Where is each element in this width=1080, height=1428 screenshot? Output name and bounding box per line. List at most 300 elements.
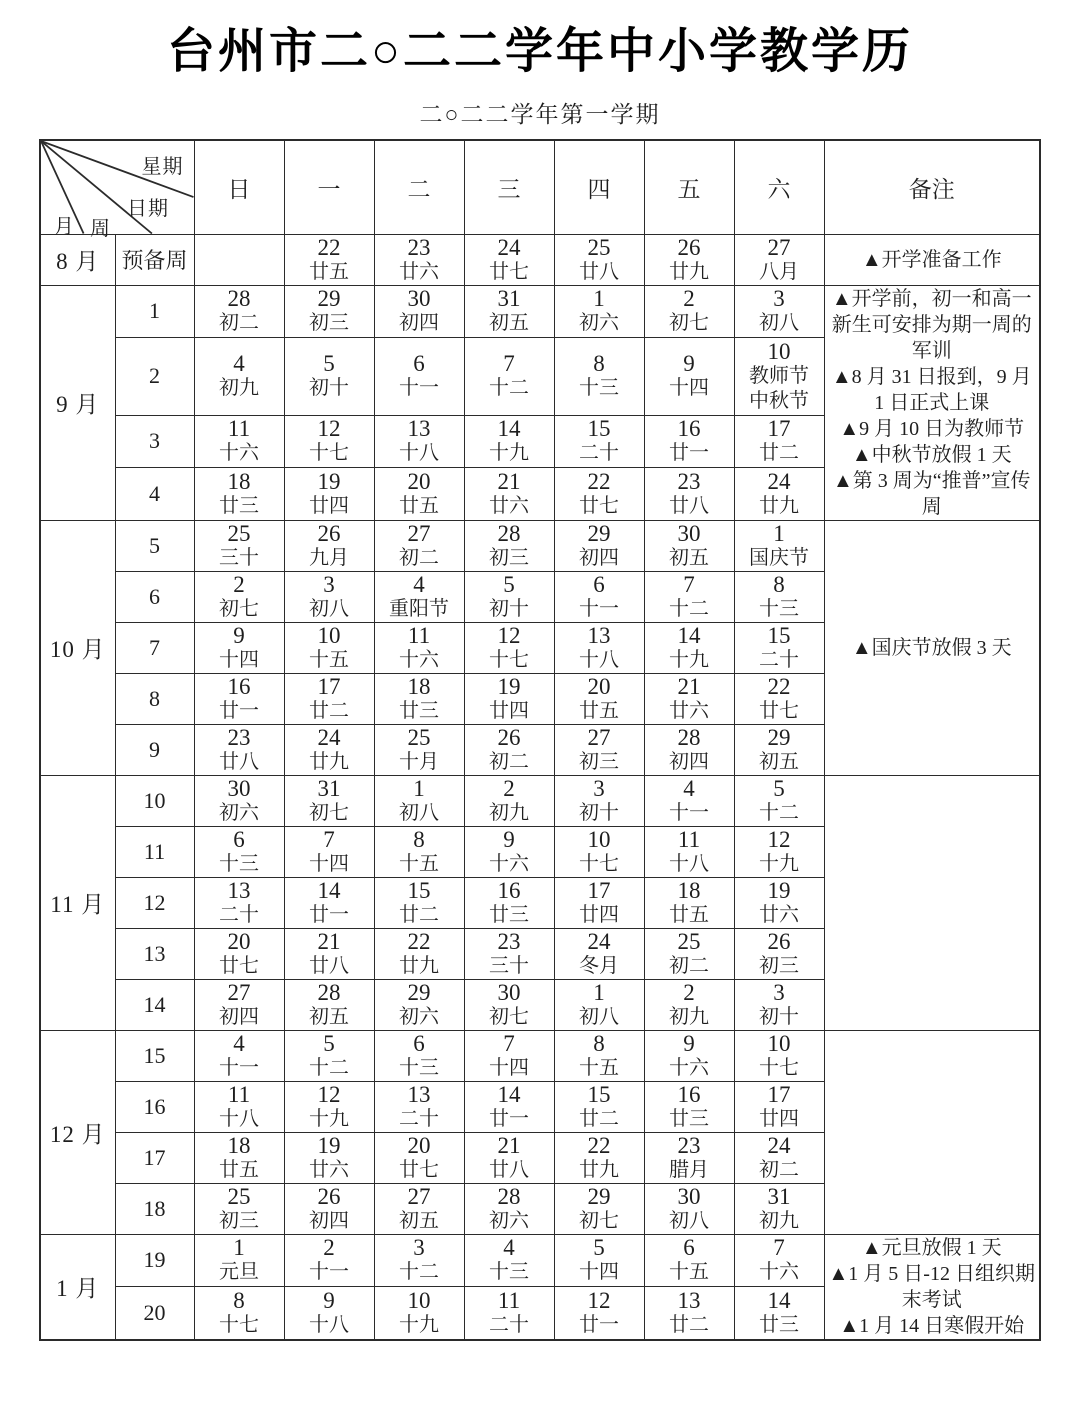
lunar-date: 十一 [579,597,619,620]
date-cell [374,1234,464,1286]
date-cell [464,877,554,928]
date-cell [464,1081,554,1132]
solar-date: 30 [407,286,431,312]
solar-date: 30 [227,775,251,801]
solar-date: 17 [317,673,341,699]
lunar-date: 三十 [489,954,529,977]
solar-date: 5 [593,1235,605,1261]
date-cell [464,1234,554,1286]
date-cell [644,234,734,285]
solar-date: 24 [587,928,611,954]
solar-date: 28 [497,1183,521,1209]
solar-date: 2 [683,286,695,312]
solar-date: 22 [767,673,791,699]
lunar-date: 廿七 [579,494,619,517]
lunar-date: 廿九 [399,954,439,977]
solar-date: 24 [317,724,341,750]
week-number-cell: 15 [115,1030,194,1081]
lunar-date: 十一 [399,377,439,400]
date-cell [194,724,284,775]
solar-date: 22 [587,468,611,494]
calendar-week-row [40,285,1040,337]
date-cell [374,928,464,979]
date-cell [374,1286,464,1339]
date-cell [464,415,554,467]
solar-date: 30 [677,520,701,546]
date-cell [284,979,374,1030]
date-cell [644,1234,734,1286]
solar-date: 29 [407,979,431,1005]
corner-week-label: 星期 [141,156,184,178]
date-cell [284,775,374,826]
solar-date: 1 [593,286,605,312]
solar-date: 28 [677,724,701,750]
lunar-date: 廿八 [579,260,619,283]
date-cell [284,520,374,571]
lunar-date: 初七 [309,801,349,824]
month-label-cell: 11 月 [40,775,115,1030]
lunar-date: 二十 [489,1313,529,1336]
solar-date: 14 [677,622,701,648]
date-cell [554,1286,644,1339]
lunar-date: 初十 [309,377,349,400]
solar-date: 25 [227,1183,251,1209]
solar-date: 19 [497,673,521,699]
date-cell [734,1183,824,1234]
lunar-date: 九月 [309,546,349,569]
date-cell [284,877,374,928]
month-label-cell: 9 月 [40,285,115,520]
solar-date: 8 [413,826,425,852]
solar-date: 18 [407,673,431,699]
solar-date: 2 [683,979,695,1005]
date-cell [464,673,554,724]
solar-date: 29 [317,286,341,312]
solar-date: 4 [503,1235,515,1261]
date-cell [374,520,464,571]
date-cell [194,826,284,877]
solar-date: 5 [773,775,785,801]
lunar-date: 廿一 [219,699,259,722]
remark-line: ▲1 月 14 日寒假开始 [839,1314,1025,1337]
date-cell [644,468,734,520]
calendar-week-row [40,520,1040,571]
solar-date: 27 [767,234,791,260]
week-number-cell: 18 [115,1183,194,1234]
date-cell [734,1234,824,1286]
solar-date: 22 [587,1132,611,1158]
lunar-date: 廿五 [309,260,349,283]
solar-date: 3 [773,286,785,312]
date-cell [464,571,554,622]
solar-date: 3 [323,571,335,597]
date-cell [374,285,464,337]
date-cell [374,468,464,520]
date-cell [554,928,644,979]
remark-line: ▲元旦放假 1 天 [861,1236,1002,1259]
solar-date: 4 [233,351,245,377]
solar-date: 18 [677,877,701,903]
date-cell [464,285,554,337]
week-number-cell: 4 [115,468,194,520]
date-cell [374,337,464,415]
solar-date: 23 [227,724,251,750]
solar-date: 16 [227,673,251,699]
lunar-date: 十四 [219,648,259,671]
date-cell [284,826,374,877]
lunar-date: 十月 [399,750,439,773]
lunar-date: 廿六 [669,699,709,722]
solar-date: 24 [497,234,521,260]
date-cell [194,571,284,622]
solar-date: 1 [773,520,785,546]
solar-date: 9 [323,1287,335,1313]
date-cell [734,673,824,724]
lunar-date: 初十 [579,801,619,824]
semester-subtitle: 二○二二学年第一学期 [419,102,661,127]
date-cell [554,673,644,724]
solar-date: 30 [497,979,521,1005]
remark-line: ▲8 月 31 日报到，9 月 1 日正式上课 [831,365,1032,414]
solar-date: 14 [767,1287,791,1313]
solar-date: 23 [497,928,521,954]
lunar-date: 初七 [579,1209,619,1232]
solar-date: 26 [767,928,791,954]
date-cell [644,775,734,826]
date-cell [284,415,374,467]
solar-date: 28 [227,286,251,312]
lunar-date: 十九 [759,852,799,875]
solar-date: 20 [587,673,611,699]
date-cell [734,928,824,979]
solar-date: 9 [233,622,245,648]
date-cell [734,622,824,673]
lunar-date: 十二 [669,597,709,620]
solar-date: 5 [503,571,515,597]
solar-date: 18 [227,468,251,494]
solar-date: 21 [677,673,701,699]
date-cell [194,673,284,724]
solar-date: 31 [767,1183,791,1209]
solar-date: 11 [497,1287,521,1313]
date-cell [284,285,374,337]
lunar-date: 初二 [219,312,259,335]
lunar-date: 十五 [579,1056,619,1079]
lunar-date: 十二 [489,377,529,400]
date-cell [644,622,734,673]
date-cell [194,337,284,415]
date-cell [464,979,554,1030]
date-cell [644,1183,734,1234]
lunar-date: 初二 [759,1158,799,1181]
solar-date: 12 [317,1081,341,1107]
calendar-week-row [40,775,1040,826]
solar-date: 11 [677,826,701,852]
lunar-date: 十五 [309,648,349,671]
date-cell [194,622,284,673]
calendar-week-row [40,1234,1040,1286]
date-cell [194,1132,284,1183]
solar-date: 29 [767,724,791,750]
lunar-date: 初八 [759,312,799,335]
lunar-date: 三十 [219,546,259,569]
date-cell [644,415,734,467]
lunar-date: 二十 [399,1107,439,1130]
lunar-date: 廿八 [489,1158,529,1181]
date-cell [734,337,824,415]
lunar-date: 十四 [669,377,709,400]
solar-date: 26 [317,520,341,546]
lunar-date: 十八 [669,852,709,875]
corner-month-label: 月 [54,216,75,238]
date-cell [554,234,644,285]
date-cell [554,622,644,673]
header-row [40,140,1040,234]
solar-date: 7 [503,351,515,377]
lunar-date: 廿七 [219,954,259,977]
lunar-date: 初十 [759,1005,799,1028]
solar-date: 28 [497,520,521,546]
solar-date: 19 [317,468,341,494]
lunar-date: 初四 [399,312,439,335]
lunar-date: 初三 [309,312,349,335]
solar-date: 29 [587,520,611,546]
lunar-date: 廿六 [399,260,439,283]
remarks-cell [824,520,1040,775]
lunar-date: 初八 [579,1005,619,1028]
date-cell [734,775,824,826]
date-cell [194,877,284,928]
date-cell [734,234,824,285]
date-cell [374,1081,464,1132]
lunar-date: 廿二 [669,1313,709,1336]
week-number-cell: 11 [115,826,194,877]
solar-date: 13 [227,877,251,903]
lunar-date: 初七 [669,312,709,335]
date-cell [464,337,554,415]
date-cell [554,724,644,775]
solar-date: 21 [497,468,521,494]
remark-line: ▲第 3 周为“推普”宣传周 [832,469,1031,518]
solar-date: 9 [503,826,515,852]
week-number-cell: 19 [115,1234,194,1286]
solar-date: 31 [317,775,341,801]
date-cell [374,234,464,285]
day-header-cell: 四 [554,140,644,234]
solar-date: 5 [323,351,335,377]
solar-date: 17 [587,877,611,903]
week-number-cell: 5 [115,520,194,571]
solar-date: 4 [413,571,425,597]
date-cell [734,877,824,928]
week-number-cell: 14 [115,979,194,1030]
remarks-cell [824,775,1040,1030]
date-cell [194,1183,284,1234]
solar-date: 10 [767,338,791,364]
date-cell [284,234,374,285]
date-cell [374,622,464,673]
date-cell [194,1286,284,1339]
lunar-date: 十三 [489,1261,529,1284]
week-number-cell: 8 [115,673,194,724]
date-cell [734,415,824,467]
lunar-date: 十二 [759,801,799,824]
lunar-date: 廿九 [669,260,709,283]
date-cell [554,826,644,877]
date-cell [374,826,464,877]
calendar-week-row [40,1030,1040,1081]
solar-date: 7 [683,571,695,597]
date-cell [734,1286,824,1339]
solar-date: 8 [593,351,605,377]
lunar-date: 初三 [489,546,529,569]
lunar-date: 十六 [669,1056,709,1079]
month-label-cell: 12 月 [40,1030,115,1234]
lunar-date: 腊月 [669,1158,709,1181]
remark-line: ▲9 月 10 日为教师节 [839,417,1025,440]
solar-date: 3 [773,979,785,1005]
date-cell [644,1286,734,1339]
day-header-cell: 日 [194,140,284,234]
solar-date: 1 [233,1235,245,1261]
date-cell [284,622,374,673]
remark-line: ▲开学准备工作 [861,248,1002,271]
lunar-date: 廿四 [309,494,349,517]
date-cell [734,285,824,337]
date-cell [284,1234,374,1286]
remarks-cell [824,285,1040,520]
lunar-date: 廿五 [399,494,439,517]
date-cell [464,1132,554,1183]
lunar-date: 十七 [489,648,529,671]
lunar-date: 十七 [219,1313,259,1336]
solar-date: 13 [587,622,611,648]
lunar-date: 十二 [309,1056,349,1079]
lunar-date: 廿三 [759,1313,799,1336]
week-number-cell: 20 [115,1286,194,1339]
remark-line: ▲1 月 5 日-12 日组织期末考试 [828,1262,1035,1311]
solar-date: 17 [767,416,791,442]
lunar-date: 十六 [759,1261,799,1284]
lunar-date: 初六 [579,312,619,335]
solar-date: 22 [317,234,341,260]
lunar-date: 十七 [309,442,349,465]
lunar-date: 初六 [399,1005,439,1028]
month-label-cell: 1 月 [40,1234,115,1340]
day-header-cell: 二 [374,140,464,234]
date-cell [644,1030,734,1081]
remark-line: ▲国庆节放假 3 天 [851,636,1012,659]
date-cell [464,724,554,775]
solar-date: 7 [503,1030,515,1056]
lunar-date: 廿九 [309,750,349,773]
lunar-date: 初九 [489,801,529,824]
solar-date: 8 [773,571,785,597]
remarks-cell [824,1030,1040,1234]
date-cell [284,1132,374,1183]
lunar-date: 廿二 [399,903,439,926]
solar-date: 14 [497,1081,521,1107]
lunar-date: 十四 [309,852,349,875]
lunar-date: 十三 [759,597,799,620]
date-cell [374,1132,464,1183]
lunar-date: 初四 [579,546,619,569]
solar-date: 10 [407,1287,431,1313]
lunar-date: 初五 [309,1005,349,1028]
date-cell [194,468,284,520]
date-cell [284,673,374,724]
date-cell [284,468,374,520]
lunar-date: 廿一 [489,1107,529,1130]
lunar-date: 十三 [579,377,619,400]
solar-date: 29 [587,1183,611,1209]
solar-date: 11 [227,416,251,442]
corner-header-cell [40,140,194,240]
solar-date: 26 [497,724,521,750]
solar-date: 12 [587,1287,611,1313]
solar-date: 19 [767,877,791,903]
date-cell [284,571,374,622]
lunar-date: 廿六 [759,903,799,926]
solar-date: 10 [767,1030,791,1056]
lunar-date: 廿五 [579,699,619,722]
date-cell [734,979,824,1030]
date-cell [554,1081,644,1132]
date-cell [554,979,644,1030]
solar-date: 12 [497,622,521,648]
date-cell [644,928,734,979]
month-label-cell: 8 月 [40,234,115,285]
lunar-date: 廿五 [219,1158,259,1181]
solar-date: 14 [317,877,341,903]
solar-date: 6 [593,571,605,597]
date-cell [464,1286,554,1339]
lunar-date: 廿二 [759,442,799,465]
day-header-cell: 一 [284,140,374,234]
date-cell [284,928,374,979]
solar-date: 25 [227,520,251,546]
lunar-date: 十七 [579,852,619,875]
date-cell [464,928,554,979]
date-cell [644,673,734,724]
solar-date: 23 [677,468,701,494]
lunar-date: 十三 [399,1056,439,1079]
solar-date: 15 [587,1081,611,1107]
lunar-date: 初八 [669,1209,709,1232]
solar-date: 16 [677,1081,701,1107]
solar-date: 13 [407,416,431,442]
day-header-cell: 五 [644,140,734,234]
remarks-cell [824,234,1040,285]
lunar-date: 廿三 [489,903,529,926]
lunar-date: 十六 [489,852,529,875]
solar-date: 6 [683,1235,695,1261]
solar-date: 2 [503,775,515,801]
lunar-date: 初六 [219,801,259,824]
lunar-date: 冬月 [579,954,619,977]
solar-date: 2 [233,571,245,597]
lunar-date: 廿八 [219,750,259,773]
lunar-date: 国庆节 [749,546,809,569]
lunar-date: 十八 [219,1107,259,1130]
date-cell [284,337,374,415]
date-cell [194,775,284,826]
date-cell [554,520,644,571]
lunar-date: 廿七 [399,1158,439,1181]
date-cell [554,1183,644,1234]
date-cell [734,826,824,877]
solar-date: 27 [407,1183,431,1209]
